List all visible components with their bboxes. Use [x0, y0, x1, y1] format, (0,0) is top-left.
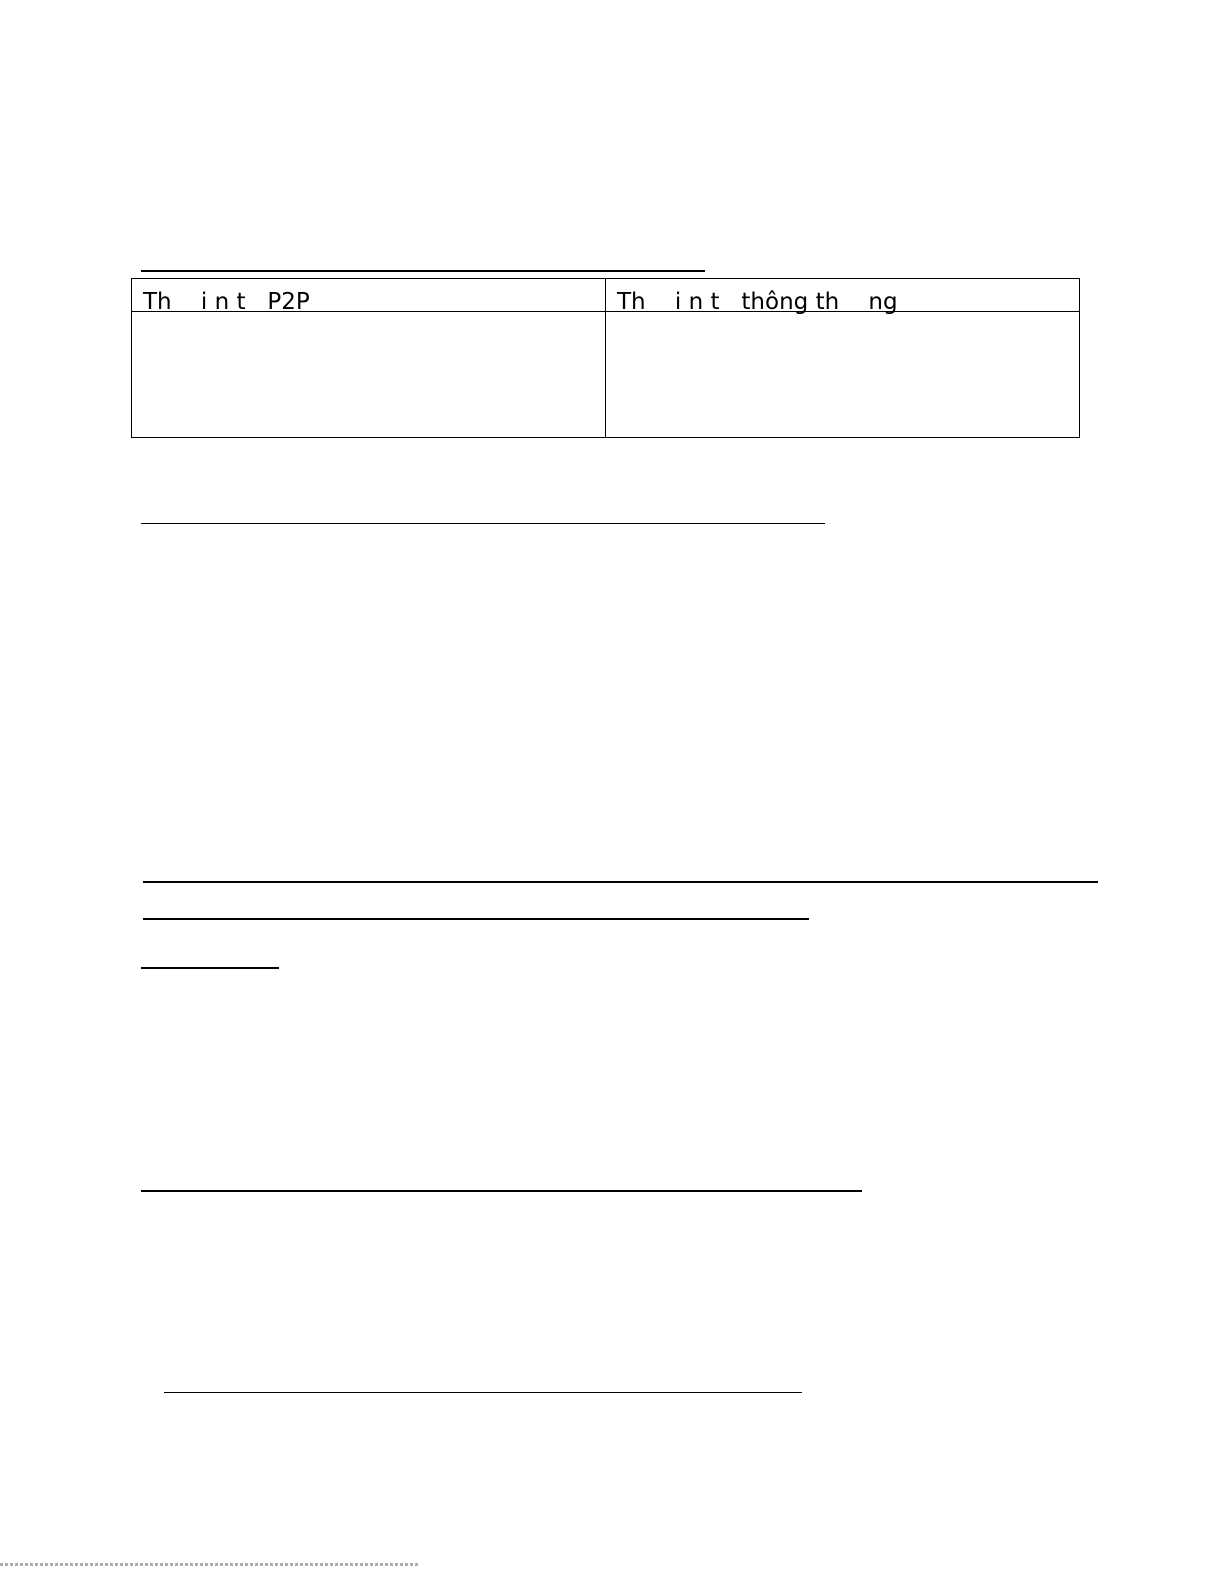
heading-underline-4	[141, 967, 279, 969]
heading-underline-3a	[143, 881, 1098, 883]
heading-underline-6	[164, 1392, 802, 1393]
heading-underline-5	[141, 1190, 862, 1192]
heading-underline-3b	[143, 918, 809, 920]
table-column-divider	[605, 279, 606, 437]
heading-underline-1	[141, 270, 705, 272]
table-header-conventional: Th i n t thông th ng	[617, 289, 898, 315]
table-header-p2p: Th i n t P2P	[143, 289, 310, 315]
footer-artifact	[0, 1563, 420, 1566]
heading-underline-2	[141, 523, 825, 524]
comparison-table	[131, 278, 1080, 438]
